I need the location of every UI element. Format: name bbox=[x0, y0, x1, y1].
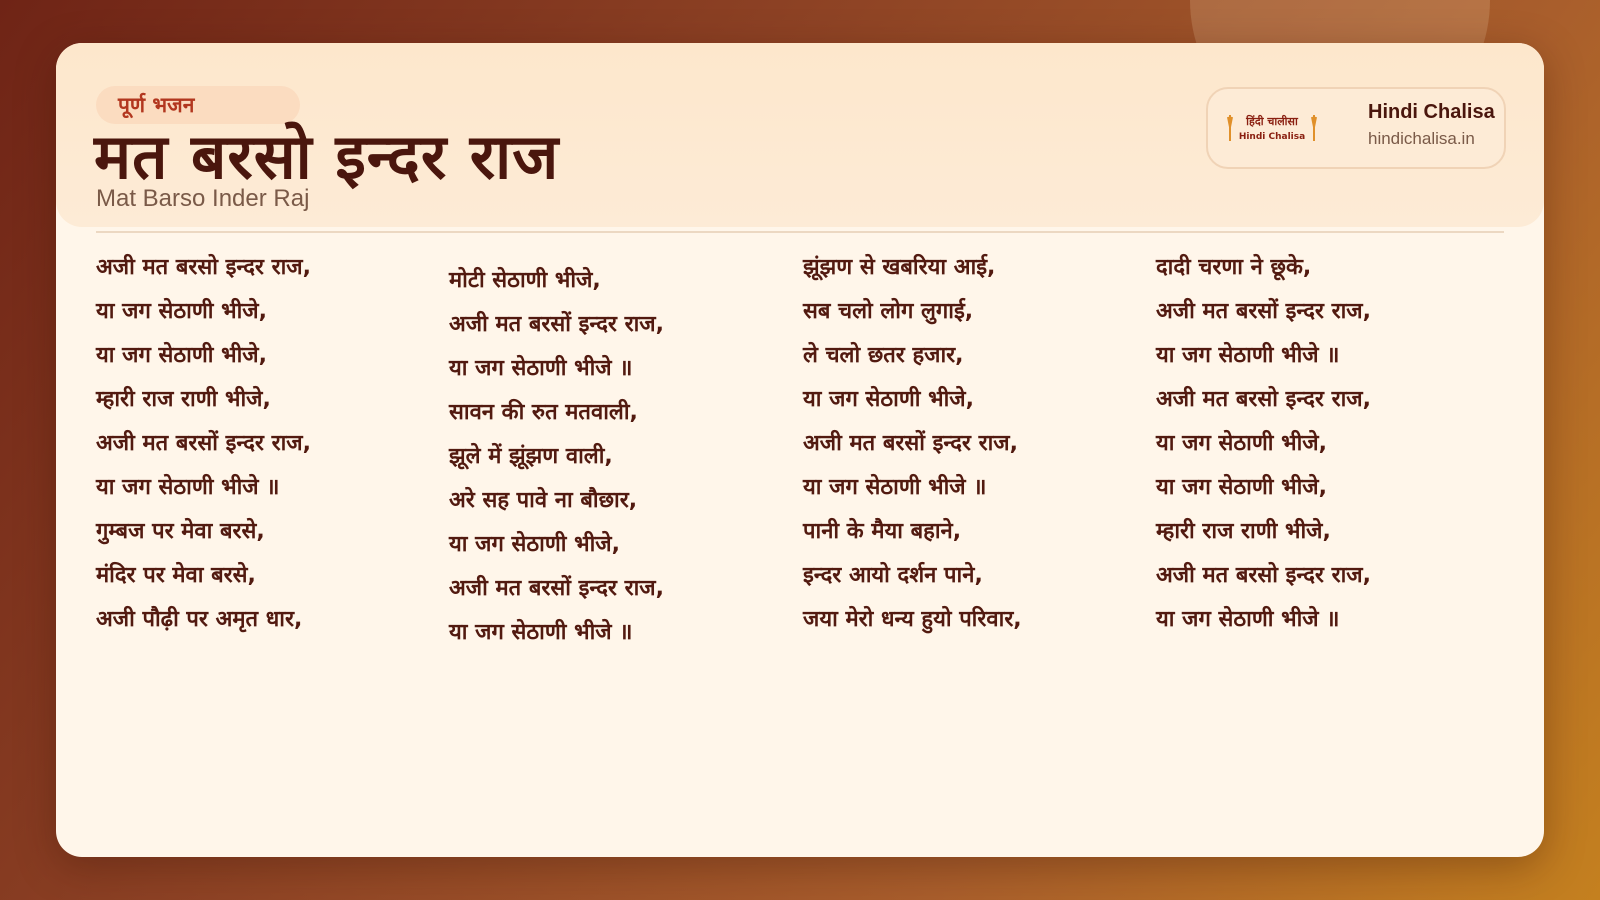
lyric-line: या जग सेठाणी भीजे ॥ bbox=[1156, 343, 1340, 368]
lyric-line: म्हारी राज राणी भीजे, bbox=[96, 387, 271, 412]
brand-name: Hindi Chalisa bbox=[1368, 101, 1495, 123]
lyric-line: या जग सेठाणी भीजे ॥ bbox=[449, 356, 633, 381]
lyrics-column-4 bbox=[1156, 253, 1386, 649]
brand-badge[interactable] bbox=[1206, 87, 1506, 169]
lyric-line: अजी मत बरसो इन्दर राज, bbox=[96, 255, 311, 280]
lyrics-column-2 bbox=[449, 266, 679, 662]
lyric-line: सावन की रुत मतवाली, bbox=[449, 400, 638, 425]
header-divider bbox=[96, 231, 1504, 233]
lyric-line: झूले में झूंझण वाली, bbox=[449, 444, 613, 469]
lyric-line: पानी के मैया बहाने, bbox=[803, 519, 962, 544]
svg-text:हिंदी चालीसा: हिंदी चालीसा bbox=[1246, 115, 1298, 128]
lyric-line: या जग सेठाणी भीजे, bbox=[96, 343, 267, 368]
lyric-line: या जग सेठाणी भीजे, bbox=[803, 387, 974, 412]
lyric-line: अजी मत बरसों इन्दर राज, bbox=[1156, 299, 1371, 324]
lyric-line: या जग सेठाणी भीजे ॥ bbox=[96, 475, 280, 500]
lyric-line: सब चलो लोग लुगाई, bbox=[803, 299, 974, 324]
lyric-line: अजी मत बरसो इन्दर राज, bbox=[1156, 387, 1371, 412]
lyric-line: दादी चरणा ने छूके, bbox=[1156, 255, 1312, 280]
lyrics-column-3 bbox=[803, 253, 1033, 649]
lyric-line: या जग सेठाणी भीजे ॥ bbox=[449, 620, 633, 645]
page-subtitle: Mat Barso Inder Raj bbox=[96, 185, 310, 212]
lyrics-column-1 bbox=[96, 253, 326, 649]
svg-text:Hindi Chalisa: Hindi Chalisa bbox=[1238, 132, 1306, 142]
lyric-line: अजी मत बरसों इन्दर राज, bbox=[803, 431, 1018, 456]
lyric-line: अरे सह पावे ना बौछार, bbox=[449, 488, 638, 513]
lyric-line: अजी मत बरसों इन्दर राज, bbox=[449, 312, 664, 337]
brand-url[interactable]: hindichalisa.in bbox=[1368, 129, 1475, 148]
lyric-line: झूंझण से खबरिया आई, bbox=[803, 255, 996, 280]
lyric-line: मोटी सेठाणी भीजे, bbox=[449, 268, 601, 293]
lyric-line: मंदिर पर मेवा बरसे, bbox=[96, 563, 256, 588]
lyric-line: इन्दर आयो दर्शन पाने, bbox=[803, 563, 983, 588]
bhajan-card bbox=[56, 43, 1544, 857]
lyric-line: या जग सेठाणी भीजे, bbox=[1156, 431, 1327, 456]
lyric-line: अजी मत बरसों इन्दर राज, bbox=[96, 431, 311, 456]
lyric-line: या जग सेठाणी भीजे ॥ bbox=[803, 475, 987, 500]
page-title: मत बरसो इन्दर राज bbox=[94, 120, 560, 193]
lyric-line: ले चलो छतर हजार, bbox=[803, 343, 964, 368]
lyric-line: अजी पौढ़ी पर अमृत धार, bbox=[96, 607, 303, 632]
lyric-line: या जग सेठाणी भीजे ॥ bbox=[1156, 607, 1340, 632]
lyric-line: अजी मत बरसो इन्दर राज, bbox=[1156, 563, 1371, 588]
lyric-line: म्हारी राज राणी भीजे, bbox=[1156, 519, 1331, 544]
lyric-line: जया मेरो धन्य हुयो परिवार, bbox=[803, 607, 1022, 632]
lyric-line: या जग सेठाणी भीजे, bbox=[96, 299, 267, 324]
hindi-chalisa-logo-icon bbox=[1224, 111, 1320, 147]
lyric-line: या जग सेठाणी भीजे, bbox=[449, 532, 620, 557]
category-tag: पूर्ण भजन bbox=[96, 86, 300, 124]
lyric-line: गुम्बज पर मेवा बरसे, bbox=[96, 519, 265, 544]
lyric-line: अजी मत बरसों इन्दर राज, bbox=[449, 576, 664, 601]
lyric-line: या जग सेठाणी भीजे, bbox=[1156, 475, 1327, 500]
